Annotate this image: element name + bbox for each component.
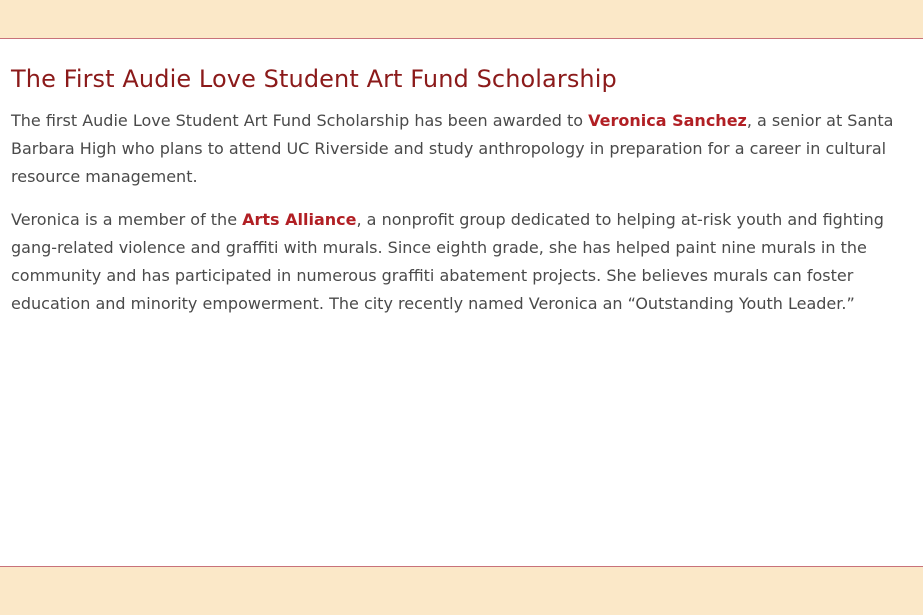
paragraph-1-text-after: , a senior at Santa Barbara High who plans to attend UC Riverside and study anthropology in preparation for a career in cultural resource management. bbox=[11, 111, 894, 186]
arts-alliance-link[interactable]: Arts Alliance bbox=[242, 210, 357, 229]
paragraph-1-text-before: The first Audie Love Student Art Fund Scholarship has been awarded to bbox=[11, 111, 589, 130]
article-title: The First Audie Love Student Art Fund Scholarship bbox=[11, 65, 617, 93]
veronica-sanchez-link[interactable]: Veronica Sanchez bbox=[588, 111, 747, 130]
footer-band bbox=[0, 566, 923, 615]
paragraph-2-text-before: Veronica is a member of the bbox=[11, 210, 243, 229]
header-band bbox=[0, 0, 923, 39]
article-paragraph-2 bbox=[11, 206, 901, 318]
article bbox=[11, 62, 901, 333]
paragraph-2-text-after: , a nonprofit group dedicated to helping at-risk youth and fighting gang-related violence and graffiti with murals. Since eighth grade, she has helped paint nine murals in the community and has participated in numerous graffiti abatement projects. She believes murals can foster education and minority empowerment. The city recently named Veronica an “Outstanding Youth Leader.” bbox=[11, 210, 884, 313]
article-paragraph-1 bbox=[11, 107, 901, 191]
